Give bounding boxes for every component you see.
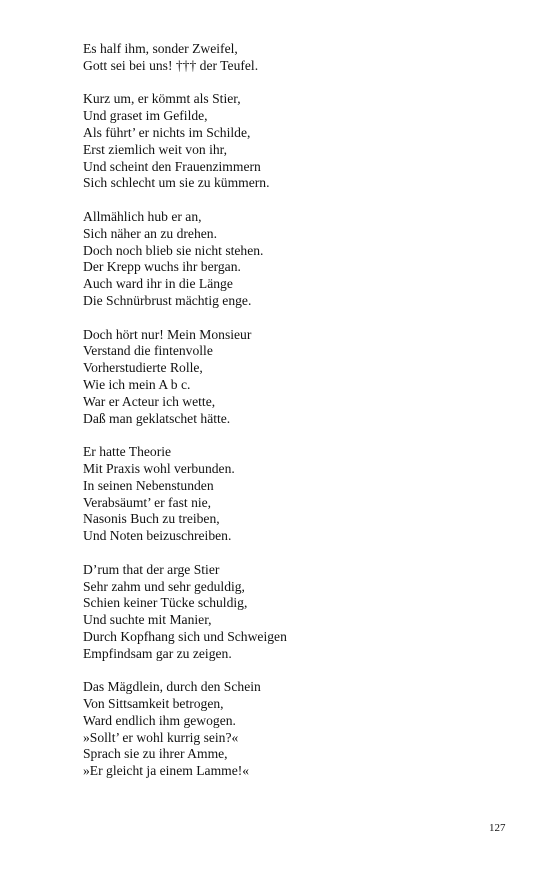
stanza (83, 91, 287, 192)
verse-line: Nasonis Buch zu treiben, (83, 511, 220, 527)
verse-line: Von Sittsamkeit betrogen, (83, 696, 224, 712)
verse-line: War er Acteur ich wette, (83, 393, 216, 409)
verse-line: Vorherstudierte Rolle, (83, 360, 203, 376)
verse-line: Gott sei bei uns! ††† der Teufel. (83, 57, 259, 73)
verse-line: Die Schnürbrust mächtig enge. (83, 292, 252, 308)
verse-line: In seinen Nebenstunden (83, 477, 214, 493)
stanza (83, 209, 287, 310)
verse-line: Verabsäumt’ er fast nie, (83, 494, 212, 510)
verse-line: Sehr zahm und sehr geduldig, (83, 578, 245, 594)
verse-line: Daß man geklatschet hätte. (83, 410, 231, 426)
verse-line: Das Mägdlein, durch den Schein (83, 679, 261, 695)
verse-line: Allmählich hub er an, (83, 208, 202, 224)
poem-text (83, 41, 287, 797)
stanza (83, 444, 287, 545)
verse-line: Und Noten beizuschreiben. (83, 528, 232, 544)
verse-line: Doch hört nur! Mein Monsieur (83, 326, 252, 342)
verse-line: Sich näher an zu drehen. (83, 225, 217, 241)
page-number: 127 (489, 822, 506, 834)
verse-line: Schien keiner Tücke schuldig, (83, 595, 248, 611)
verse-line: Ward endlich ihm gewogen. (83, 712, 236, 728)
verse-line: Sich schlecht um sie zu kümmern. (83, 175, 270, 191)
verse-line: Durch Kopfhang sich und Schweigen (83, 628, 287, 644)
verse-line: Mit Praxis wohl verbunden. (83, 460, 235, 476)
verse-line: Es half ihm, sonder Zweifel, (83, 41, 238, 56)
verse-line: Verstand die fintenvolle (83, 343, 213, 359)
verse-line: Doch noch blieb sie nicht stehen. (83, 242, 264, 258)
stanza (83, 41, 287, 75)
verse-line: Auch ward ihr in die Länge (83, 276, 233, 292)
verse-line: Erst ziemlich weit von ihr, (83, 141, 228, 157)
verse-line: Und scheint den Frauenzimmern (83, 158, 261, 174)
stanza (83, 562, 287, 663)
stanza (83, 679, 287, 780)
verse-line: »Sollt’ er wohl kurrig sein?« (83, 729, 239, 745)
stanza (83, 327, 287, 428)
verse-line: Und suchte mit Manier, (83, 612, 212, 628)
verse-line: »Er gleicht ja einem Lamme!« (83, 763, 250, 779)
verse-line: Als führt’ er nichts im Schilde, (83, 124, 251, 140)
verse-line: Kurz um, er kömmt als Stier, (83, 91, 241, 107)
verse-line: Und graset im Gefilde, (83, 108, 208, 124)
verse-line: Er hatte Theorie (83, 444, 172, 460)
verse-line: Empfindsam gar zu zeigen. (83, 645, 232, 661)
verse-line: Wie ich mein A b c. (83, 376, 191, 392)
verse-line: Der Krepp wuchs ihr bergan. (83, 259, 241, 275)
verse-line: Sprach sie zu ihrer Amme, (83, 746, 228, 762)
verse-line: D’rum that der arge Stier (83, 561, 220, 577)
